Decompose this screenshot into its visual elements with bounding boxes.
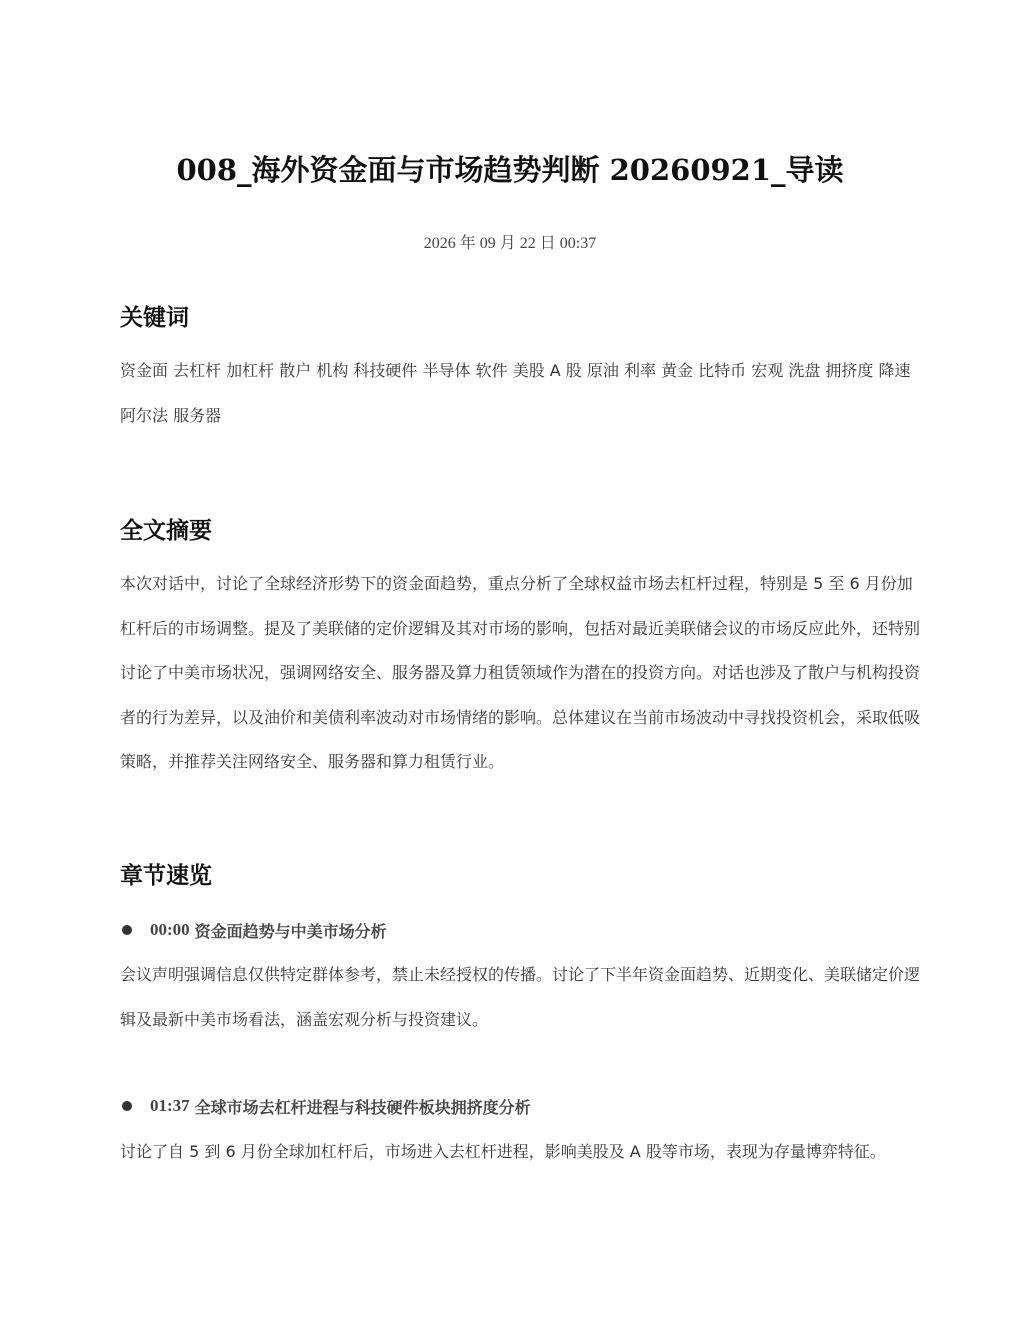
bullet-icon	[122, 925, 132, 935]
chapter-title: 全球市场去杠杆进程与科技硬件板块拥挤度分析	[194, 1097, 531, 1117]
keywords-text: 资金面 去杠杆 加杠杆 散户 机构 科技硬件 半导体 软件 美股 A 股 原油 利率 黄金 比特币 宏观 洗盘 拥挤度 降速 阿尔法 服务器	[120, 361, 911, 425]
document-date: 2026 年 09 月 22 日 00:37	[423, 235, 597, 252]
chapter-description: 讨论了自 5 到 6 月份全球加杠杆后，市场进入去杠杆进程，影响美股及 A 股等市场，表现为存量博弈特征。	[120, 1142, 886, 1161]
chapter-time: 00:00	[150, 920, 190, 939]
keywords-heading: 关键词	[120, 305, 189, 331]
chapter-title: 资金面趋势与中美市场分析	[194, 921, 387, 941]
chapters-heading: 章节速览	[120, 863, 212, 889]
summary-heading: 全文摘要	[120, 518, 212, 544]
chapter-item	[120, 917, 387, 943]
chapter-time: 01:37	[150, 1096, 190, 1115]
chapter-item	[120, 1093, 531, 1119]
summary-text: 本次对话中，讨论了全球经济形势下的资金面趋势，重点分析了全球权益市场去杠杆过程，特别是 5 至 6 月份加杠杆后的市场调整。提及了美联储的定价逻辑及其对市场的影响，包括对最近美联储会议的市场反应此外，还特别讨论了中美市场状况，强调网络安全、服务器及算力租赁领域作为潜在的投资方向。对话也涉及了散户与机构投资者的行为差异，以及油价和美债利率波动对市场情绪的影响。总体建议在当前市场波动中寻找投资机会，采取低吸策略，并推荐关注网络安全、服务器和算力租赁行业。	[120, 574, 921, 771]
document-title: 008_海外资金面与市场趋势判断 20260921_导读	[176, 153, 844, 187]
bullet-icon	[122, 1101, 132, 1111]
chapter-description: 会议声明强调信息仅供特定群体参考，禁止未经授权的传播。讨论了下半年资金面趋势、近期变化、美联储定价逻辑及最新中美市场看法，涵盖宏观分析与投资建议。	[120, 965, 921, 1029]
